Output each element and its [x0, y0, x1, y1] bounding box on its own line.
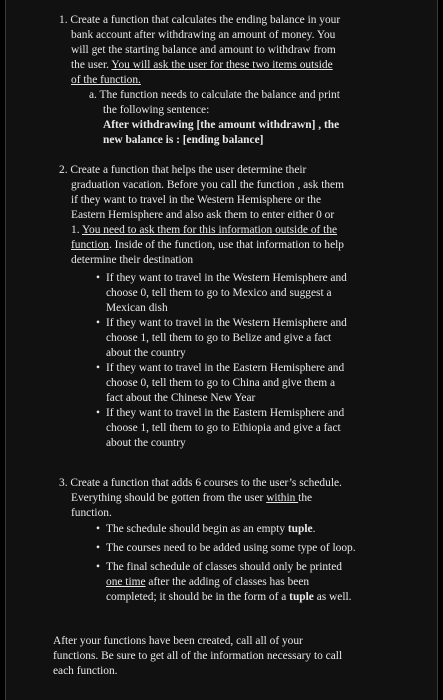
- q3-b3-line3-text: completed; it should be in the form of a: [106, 591, 290, 603]
- q2-bullet-line: Mexican dish: [106, 302, 168, 314]
- q2-bullet-line: If they want to travel in the Eastern Hemisphere and: [106, 407, 345, 419]
- q2-bullet-line: If they want to travel in the Eastern Hemisphere and: [106, 362, 345, 374]
- q3-line2-post: the: [298, 492, 313, 504]
- q2-line5-underlined: You need to ask them for this information outside of the: [81, 224, 338, 236]
- q2-bullet-item: [96, 361, 347, 406]
- q3-line: 3. Create a function that adds 6 courses to the user’s schedule.: [59, 477, 342, 489]
- q1-sub-a-line: the following sentence:: [103, 104, 210, 116]
- q2-line: Eastern Hemisphere and also ask them to enter either 0 or: [71, 209, 335, 221]
- q2-bullet-line: choose 0, tell them to go to Mexico and suggest a: [106, 287, 332, 299]
- q2-bullet-line: about the country: [106, 347, 186, 359]
- q1-line4-text: the user.: [71, 59, 112, 71]
- q3-b3-line3-post: as well.: [313, 591, 352, 603]
- bullet-icon: •: [96, 272, 100, 284]
- q3-b1-text: The schedule should begin as an empty: [106, 523, 288, 535]
- q1-line: bank account after withdrawing an amount of money. You: [71, 29, 336, 41]
- bullet-icon: •: [96, 407, 100, 419]
- q3-bullet-item: [96, 560, 356, 605]
- q2-bullet-line: about the country: [106, 437, 186, 449]
- q3-bullet-line: [106, 522, 356, 537]
- q1-line: 1. Create a function that calculates the ending balance in your: [59, 14, 341, 26]
- bullet-icon: •: [96, 561, 100, 573]
- q3-b3-bold: tuple: [289, 591, 314, 603]
- q2-bullet-item: [96, 316, 347, 361]
- question-1: [59, 13, 340, 88]
- q3-bullet-line: [106, 590, 356, 605]
- q2-bullet-line: If they want to travel in the Western Hemisphere and: [106, 272, 347, 284]
- q1-line5-underlined: of the function.: [71, 74, 141, 86]
- q2-line: [59, 223, 344, 238]
- q3-bullet-item: [96, 541, 356, 556]
- q2-bullet-line: choose 0, tell them to go to China and give them a: [106, 377, 336, 389]
- q3-b1-bold: tuple: [287, 523, 313, 535]
- q3-line: function.: [71, 507, 112, 519]
- q2-bullet-line: If they want to travel in the Western Hemisphere and: [106, 317, 347, 329]
- q2-bullet-line: fact about the Chinese New Year: [106, 392, 256, 404]
- q3-bullet-item: [96, 522, 356, 537]
- q1-sub-a-line: a. The function needs to calculate the balance and print: [89, 89, 340, 101]
- bullet-icon: •: [96, 523, 100, 535]
- q3-b1-post: .: [312, 523, 316, 535]
- q2-line: determine their destination: [71, 254, 194, 266]
- q2-bullet-item: [96, 406, 347, 451]
- bullet-icon: •: [96, 317, 100, 329]
- q3-bullet-line: The final schedule of classes should only be printed: [106, 561, 342, 573]
- question-1-sub-a: [89, 88, 340, 148]
- question-3: [59, 476, 342, 521]
- q3-bullet-line: The courses need to be added using some type of loop.: [106, 542, 356, 554]
- q1-line: [59, 58, 340, 73]
- q3-bullet-list: [96, 522, 356, 605]
- q1-sentence-line: new balance is : [ending balance]: [103, 134, 264, 146]
- document-page: [5, 0, 438, 700]
- q2-bullet-list: [96, 271, 347, 451]
- q3-line2-underlined: within: [266, 492, 299, 504]
- q1-line4-underlined: You will ask the user for these two items outside: [111, 59, 333, 71]
- q1-line: will get the starting balance and amount to withdraw from: [71, 44, 336, 56]
- closing-line: After your functions have been created, call all of your: [53, 635, 303, 647]
- q1-sentence-line: After withdrawing [the amount withdrawn] , the: [103, 119, 340, 131]
- q2-line: graduation vacation. Before you call the function , ask them: [71, 179, 344, 191]
- closing-paragraph: [53, 634, 342, 679]
- bullet-icon: •: [96, 362, 100, 374]
- q3-bullet-line: [106, 575, 356, 590]
- q3-line: [59, 491, 342, 506]
- closing-line: each function.: [53, 665, 118, 677]
- q3-line2-text: Everything should be gotten from the user: [71, 492, 267, 504]
- closing-line: functions. Be sure to get all of the information necessary to call: [53, 650, 343, 662]
- q2-line: 2. Create a function that helps the user determine their: [59, 164, 307, 176]
- q2-bullet-line: choose 1, tell them to go to Belize and give a fact: [106, 332, 332, 344]
- q2-line: if they want to travel in the Western Hemisphere or the: [71, 194, 322, 206]
- q2-bullet-item: [96, 271, 347, 316]
- q3-b3-text: after the adding of classes has been: [145, 576, 310, 588]
- bullet-icon: •: [96, 542, 100, 554]
- question-2: [59, 163, 344, 268]
- q2-line6-underlined: function: [71, 239, 109, 251]
- q2-line6-text: . Inside of the function, use that information to help: [108, 239, 345, 251]
- q2-line: [59, 238, 344, 253]
- q2-line5-text: 1.: [71, 224, 82, 236]
- q3-b3-underlined: one time: [106, 576, 146, 588]
- q2-bullet-line: choose 1, tell them to go to Ethiopia and give a fact: [106, 422, 341, 434]
